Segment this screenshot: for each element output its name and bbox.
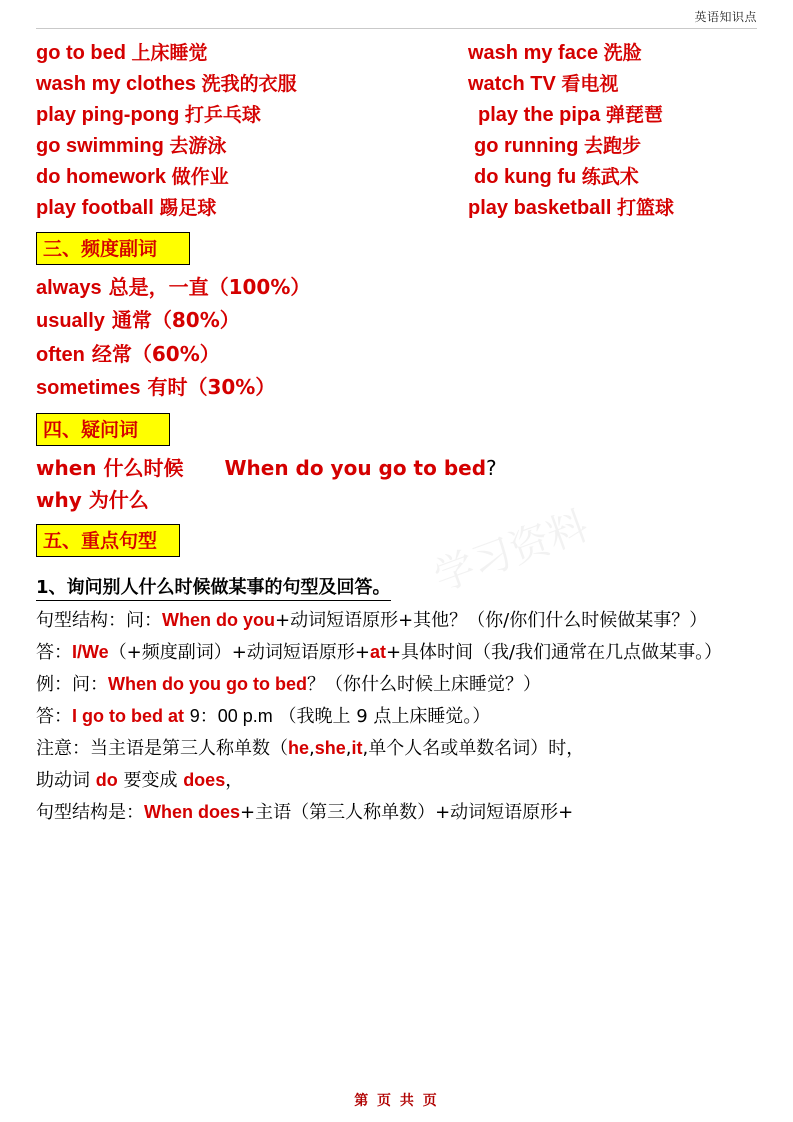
note-pronoun-he: he: [288, 738, 310, 759]
phrase-cn: 洗脸: [603, 42, 642, 64]
question-word: why: [36, 487, 82, 512]
example-answer-phrase: I go to bed at: [72, 706, 184, 727]
phrase-item: [36, 131, 446, 162]
key-sentence-block: [36, 563, 763, 829]
key-sentence-title: 1、询问别人什么时候做某事的句型及回答。: [36, 573, 391, 601]
phrase-en: do kung fu: [474, 166, 577, 188]
phrase-cn: 上床睡觉: [131, 42, 208, 64]
phrase-item: [36, 69, 446, 100]
structure-pattern: When do you: [162, 610, 275, 631]
answer-preposition: at: [369, 642, 386, 663]
phrase-cn: 做作业: [171, 166, 229, 188]
phrase-cn: 弹琵琶: [605, 104, 663, 126]
note-pronoun-she: she: [314, 738, 346, 759]
phrase-en: wash my clothes: [36, 73, 197, 95]
question-word-item: [36, 452, 763, 484]
adverb-item: [36, 304, 763, 337]
adverb-list: [36, 271, 763, 405]
answer-label: 答：: [36, 642, 72, 664]
example-question-line: [36, 669, 763, 701]
adverb-item: [36, 271, 763, 304]
phrase-en: watch TV: [468, 73, 556, 95]
note-pronoun-it: it: [351, 738, 363, 759]
phrase-item: [446, 100, 763, 131]
adverb-item: [36, 371, 763, 404]
example-label: 例：问：: [36, 674, 108, 696]
example-question: When do you go to bed: [108, 674, 307, 695]
phrase-item: [446, 131, 763, 162]
phrase-item: [446, 162, 763, 193]
question-word-example-tail: ?: [486, 455, 497, 480]
example-answer-line: [36, 701, 763, 733]
structure-label: 句型结构：问：: [36, 610, 162, 632]
answer-mid: （+频度副词）+动词短语原形+: [108, 642, 370, 664]
phrase-en: wash my face: [468, 42, 599, 64]
phrase-item: [446, 38, 763, 69]
phrase-cn: 踢足球: [159, 197, 217, 219]
structure2-rest: +主语（第三人称单数）+动词短语原形+: [240, 802, 574, 824]
phrase-item: [36, 38, 446, 69]
question-word-meaning: 为什么: [88, 487, 149, 512]
adverb-word: often: [36, 343, 85, 366]
question-word-list: [36, 452, 763, 517]
phrase-cn: 练武术: [581, 166, 639, 188]
example-answer-label: 答：: [36, 706, 72, 728]
phrase-cn: 去跑步: [583, 135, 641, 157]
phrase-item: [36, 100, 446, 131]
note2-pre: 助动词: [36, 770, 96, 792]
example-rest: ？（你什么时候上床睡觉？）: [306, 674, 541, 696]
adverb-meaning: 经常（60%）: [91, 341, 220, 366]
phrase-en: go to bed: [36, 42, 126, 64]
note-line: [36, 733, 763, 765]
phrase-en: play football: [36, 197, 154, 219]
section-heading-key-sentences: 五、重点句型: [36, 524, 180, 557]
phrase-en: do homework: [36, 166, 167, 188]
adverb-meaning: 总是，一直（100%）: [108, 275, 311, 299]
sentence-structure-line: [36, 605, 763, 637]
note-label: 注意：当主语是第三人称单数（: [36, 738, 288, 760]
note2-mid: 要变成: [117, 770, 184, 792]
structure2-pattern: When does: [144, 802, 241, 823]
question-word-meaning: 什么时候: [103, 455, 184, 480]
note-sep: ,: [345, 738, 352, 760]
phrase-en: go running: [474, 135, 579, 157]
answer-subject: I/We: [72, 642, 109, 663]
phrase-column-left: [36, 38, 446, 224]
adverb-word: always: [36, 277, 102, 299]
structure-line-2: [36, 797, 763, 829]
question-word-example: When do you go to bed: [224, 455, 487, 480]
example-answer-rest: （我晚上 9 点上床睡觉。）: [278, 706, 491, 728]
page-footer: 第 页 共 页: [354, 1093, 439, 1109]
header-divider: [36, 28, 757, 29]
phrase-en: play basketball: [468, 197, 612, 219]
section-heading-question-words: 四、疑问词: [36, 413, 170, 446]
phrase-cn: 看电视: [561, 73, 619, 95]
answer-rest: +具体时间（我/我们通常在几点做某事。）: [385, 642, 723, 664]
phrase-cn: 打篮球: [616, 197, 674, 219]
example-answer-time: 9：00 p.m: [189, 706, 273, 727]
phrase-item: [446, 193, 763, 224]
structure2-pre: 句型结构是：: [36, 802, 144, 824]
adverb-meaning: 有时（30%）: [147, 375, 276, 400]
phrase-cn: 洗我的衣服: [201, 73, 297, 95]
phrase-item: [36, 162, 446, 193]
note2-do: do: [95, 770, 118, 791]
phrase-en: play the pipa: [478, 104, 601, 126]
watermark: 学习资料: [428, 502, 595, 601]
phrase-list: [36, 38, 763, 224]
question-word: when: [36, 455, 97, 480]
adverb-meaning: 通常（80%）: [111, 308, 240, 333]
page-header: 英语知识点: [694, 10, 757, 24]
note-sep: ,: [309, 738, 315, 760]
section-heading-adverbs: 三、频度副词: [36, 232, 190, 265]
adverb-word: sometimes: [36, 377, 141, 400]
phrase-cn: 去游泳: [169, 135, 227, 157]
document-content: [36, 38, 763, 829]
phrase-column-right: [446, 38, 763, 224]
question-word-item: [36, 484, 763, 516]
note-rest: ,单个人名或单数名词）时，: [362, 738, 585, 760]
note-line-2: [36, 765, 763, 797]
phrase-en: play ping-pong: [36, 104, 180, 126]
structure-rest: +动词短语原形+其他？（你/你们什么时候做某事？）: [274, 610, 708, 632]
phrase-cn: 打乒乓球: [184, 104, 261, 126]
phrase-item: [446, 69, 763, 100]
answer-structure-line: [36, 637, 763, 669]
phrase-item: [36, 193, 446, 224]
adverb-item: [36, 338, 763, 371]
adverb-word: usually: [36, 310, 105, 333]
phrase-en: go swimming: [36, 135, 164, 157]
note2-end: ，: [225, 770, 244, 792]
note2-does: does: [183, 770, 226, 791]
